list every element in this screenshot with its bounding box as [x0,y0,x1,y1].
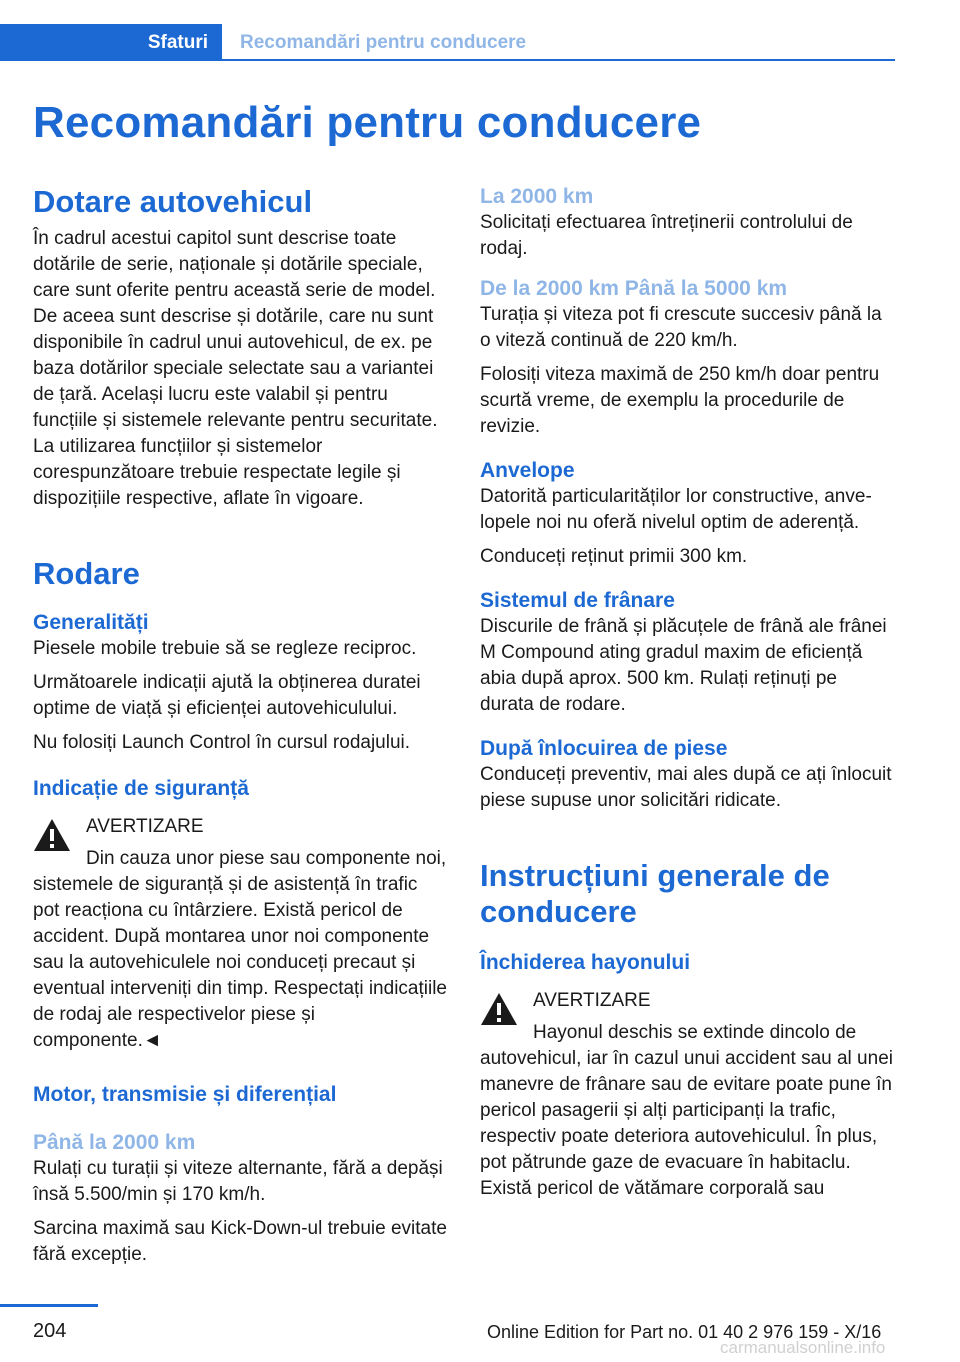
heading-de-la-2000: De la 2000 km Până la 5000 km [480,277,788,300]
paragraph-generalitati-2: Următoarele indicații ajută la obținerea duratei optime de viață și eficienței autovehiculului. [33,672,421,719]
paragraph-pana-1: Rulați cu turații și viteze alternante, fără a depăși însă 5.500/min și 170 km/h. [33,1158,443,1205]
warning-triangle-icon [480,992,518,1026]
header-chapter-title: Recomandări pentru conducere [240,32,527,53]
warning-triangle-icon [33,818,71,852]
running-header [0,24,895,62]
paragraph-generalitati-3: Nu folosiți Launch Control în cursul rodajului. [33,732,411,753]
paragraph-dotare: În cadrul acestui capitol sunt descrise toate dotările de serie, naționale și dotările speciale, care sunt oferite pentru această serie de model. De aceea sunt descrise și dotările, care nu sunt disponibile în cadrul unui autovehicul, de ex. pe baza dotărilor speciale selectate sau a variantei de țară. Același lucru este valabil și pentru funcțiile și sistemele relevante pentru securitate. La utilizarea funcțiilor și sistemelor corespunzătoare trebuie respectate legile și dispozițiile respective, aflate în vigoare. [33,228,438,509]
paragraph-anvelope-2: Conduceți reținut primii 300 km. [480,546,748,567]
left-column [33,184,448,1268]
footer-rule [0,1304,98,1307]
heading-indicatie-siguranta: Indicație de siguranță [33,777,249,800]
page-number: 204 [33,1320,67,1342]
warning-box-1 [33,814,448,840]
heading-sistemul-franare: Sistemul de frânare [480,589,675,612]
heading-la-2000: La 2000 km [480,185,594,208]
paragraph-pana-2: Sarcina maximă sau Kick-Down-ul trebuie evitate fără excepție. [33,1218,447,1265]
heading-rodare: Rodare [33,556,140,591]
page-title: Recomandări pentru conducere [33,98,702,147]
paragraph-generalitati-1: Piesele mobile trebuie să se regleze reciproc. [33,638,417,659]
heading-pana-2000: Până la 2000 km [33,1131,196,1154]
warning-label-1: AVERTIZARE [86,816,204,837]
heading-dupa-inlocuire: După înlocuirea de piese [480,737,728,760]
paragraph-de-2000-2: Folosiți viteza maximă de 250 km/h doar pentru scurtă vreme, de exemplu la procedurile de revizie. [480,364,880,437]
heading-instructiuni-generale: Instrucțiuni generale de conducere [480,858,830,929]
header-section-tab: Sfaturi [0,24,222,61]
heading-dotare: Dotare autovehicul [33,184,313,219]
paragraph-de-2000-1: Turația și viteza pot fi crescute succesiv până la o viteză continuă de 220 km/h. [480,304,882,351]
paragraph-anvelope-1: Datorită particularităților lor constructive, anvelopele noi nu oferă nivelul optim de aderență. [480,486,872,533]
heading-generalitati: Generalități [33,611,149,634]
header-rule [222,59,895,61]
warning-text-1: Din cauza unor piese sau componente noi, sistemele de siguranță și de asistență în trafic pot reacționa cu întârziere. Există pericol de accident. După montarea unor noi componente sau la autovehiculele noi conduceți precaut și eventual interveniți din timp. Respectați indicațiile de rodaj ale respectivelor piese și componente.◄ [33,848,447,1051]
paragraph-dupa-inlocuire: Conduceți preventiv, mai ales după ce ați înlocuit piese supuse unor solicitări ridicate. [480,764,892,811]
paragraph-la-2000: Solicitați efectuarea întreținerii controlului de rodaj. [480,212,853,259]
watermark: carmanualsonline.info [720,1338,886,1357]
warning-box-2 [480,988,895,1014]
edition-note: Online Edition for Part no. 01 40 2 976 159 - X/16 [487,1322,882,1342]
warning-label-2: AVERTIZARE [533,990,651,1011]
right-column [480,184,895,1202]
heading-inchiderea-hayonului: Închiderea hayonului [480,951,691,974]
warning-text-2: Hayonul deschis se extinde dincolo de autovehicul, iar în cazul unui accident sau al unei manevre de frânare sau de evitare poate pune în pericol pasagerii și alți participanți la trafic, respectiv poate deteriora autovehiculul. În plus, pot pătrunde gaze de evacuare în habitaclu. Există pericol de vătămare corporală sau [480,1022,893,1199]
heading-anvelope: Anvelope [480,459,575,482]
paragraph-franare: Discurile de frână și plăcuțele de frână ale frânei M Compound ating gradul maxim de eficiență abia după aprox. 500 km. Rulați reținuți pe durata de rodare. [480,616,887,715]
heading-motor-transmisie: Motor, transmisie și diferențial [33,1083,337,1106]
